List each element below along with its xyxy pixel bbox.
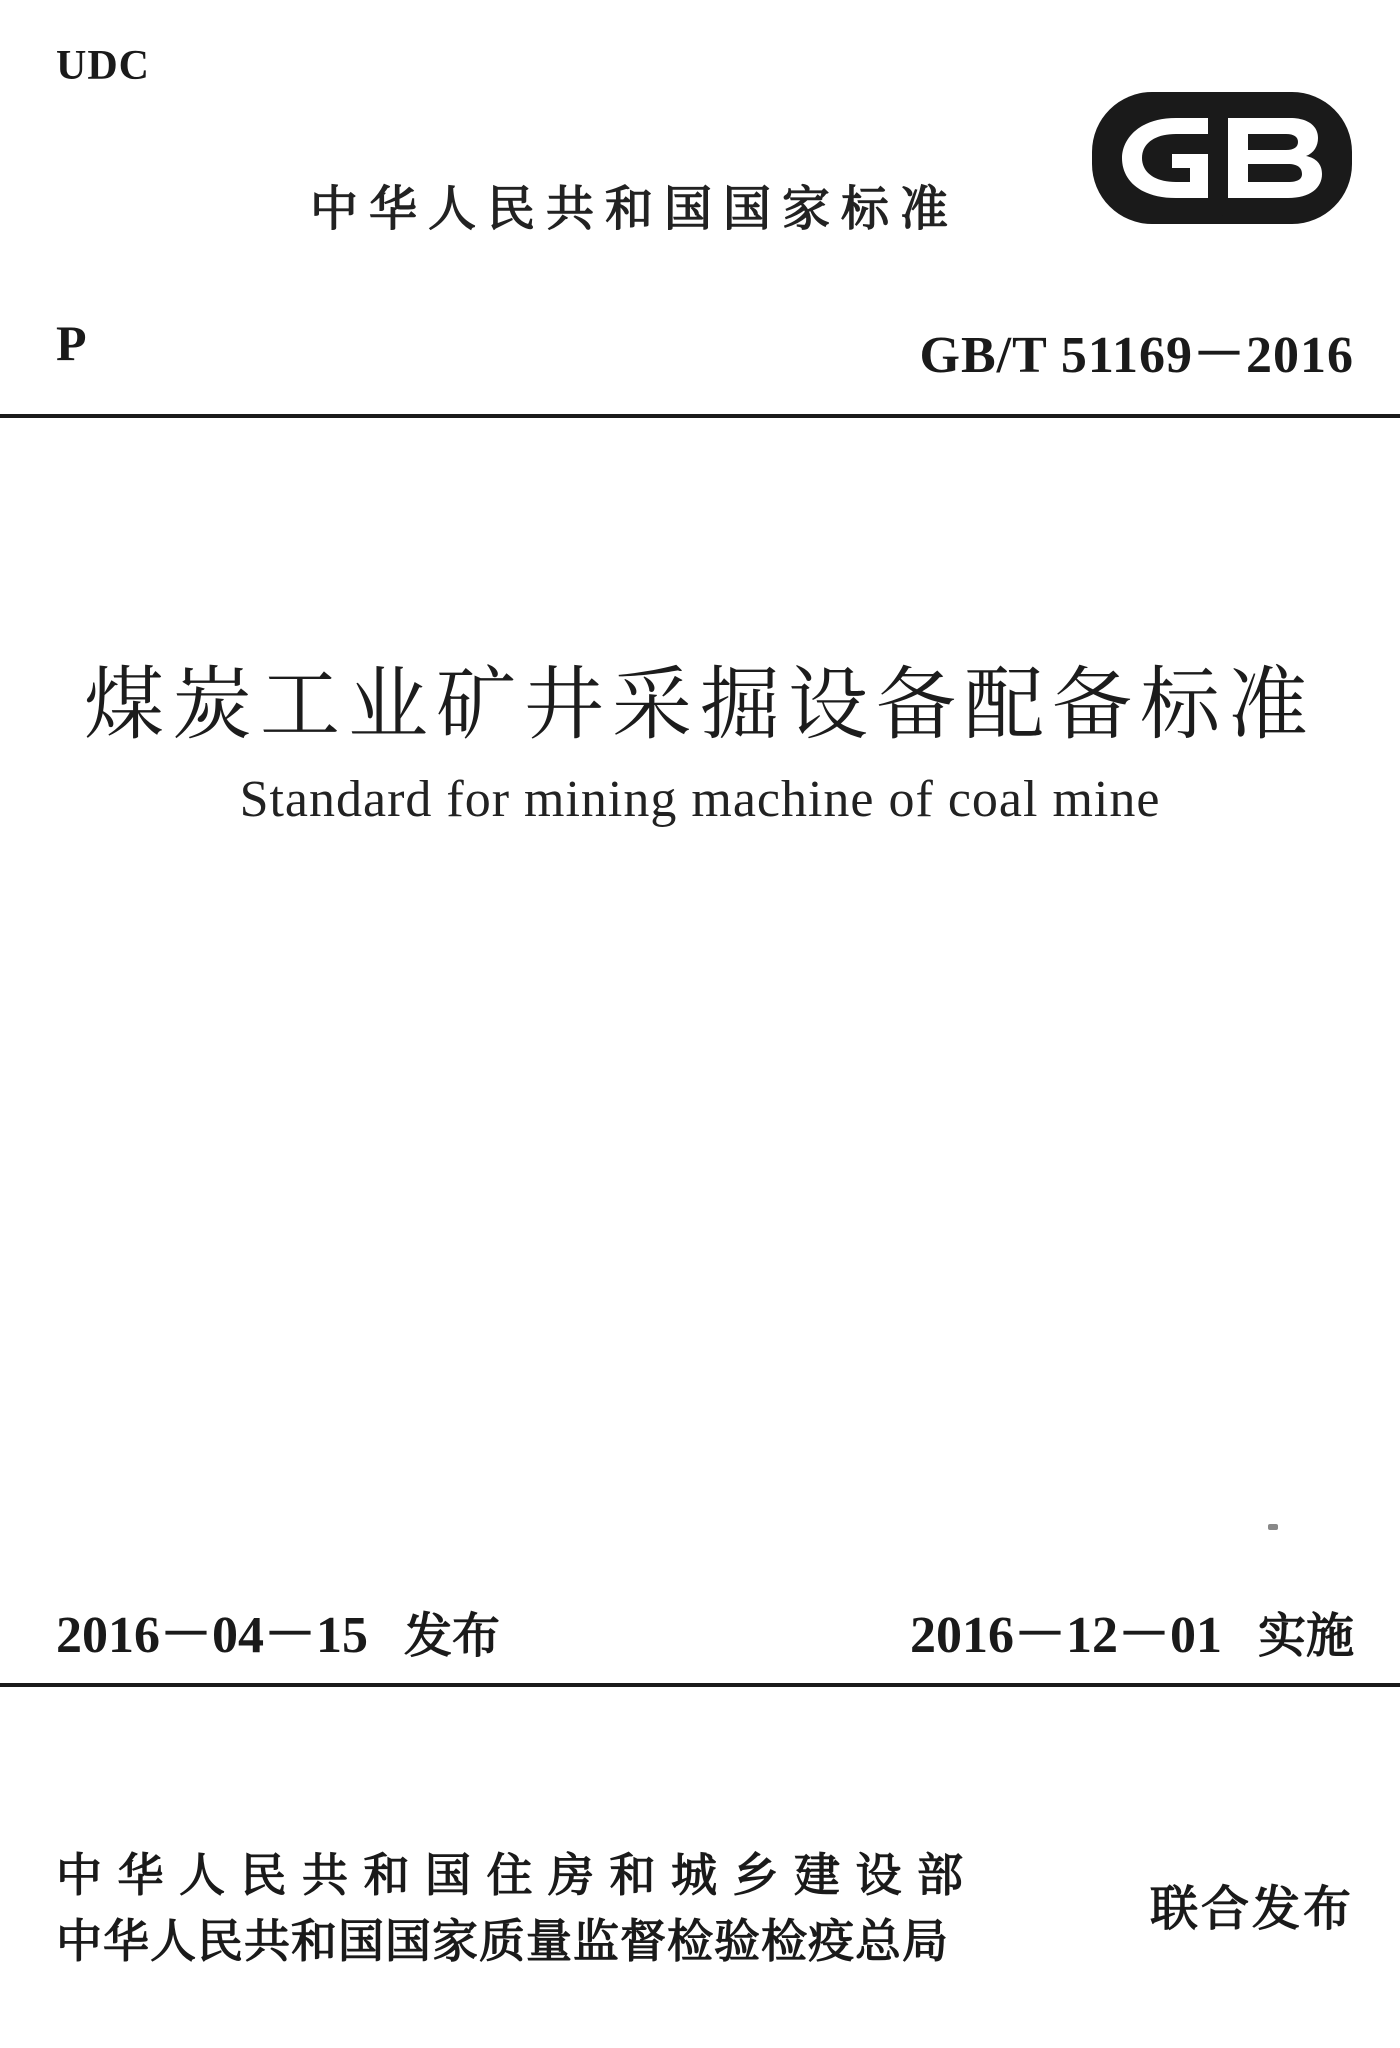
issuing-authorities: [56, 1842, 979, 1974]
udc-label: UDC: [56, 43, 150, 89]
top-divider: [0, 414, 1400, 418]
standard-number: GB/T 51169－2016: [919, 327, 1354, 384]
joint-issue-label: 联合发布: [1149, 1881, 1354, 1937]
issuer-ministry-housing: 中华人民共和国住房和城乡建设部: [56, 1848, 979, 1902]
implement-date: 2016－12－01: [909, 1607, 1222, 1664]
issue-label: 发布: [404, 1608, 501, 1664]
implement-label: 实施: [1257, 1608, 1354, 1664]
scan-speck: [1268, 1524, 1278, 1530]
issue-date-row: [56, 1592, 500, 1667]
document-title-zh: 煤炭工业矿井采掘设备配备标准: [84, 658, 1316, 751]
document-title-en: Standard for mining machine of coal mine: [239, 771, 1161, 828]
classification-code: P: [56, 315, 87, 371]
implement-date-row: [910, 1592, 1354, 1667]
gb-logo-text: GB: [1222, 216, 1224, 217]
national-standard-heading: 中华人民共和国国家标准: [310, 181, 960, 237]
bottom-divider: [0, 1683, 1400, 1687]
gb-logo: [1088, 88, 1356, 228]
issuer-aqsiq: 中华人民共和国国家质量监督检验检疫总局: [56, 1914, 949, 1968]
issue-date: 2016－04－15: [56, 1607, 369, 1664]
